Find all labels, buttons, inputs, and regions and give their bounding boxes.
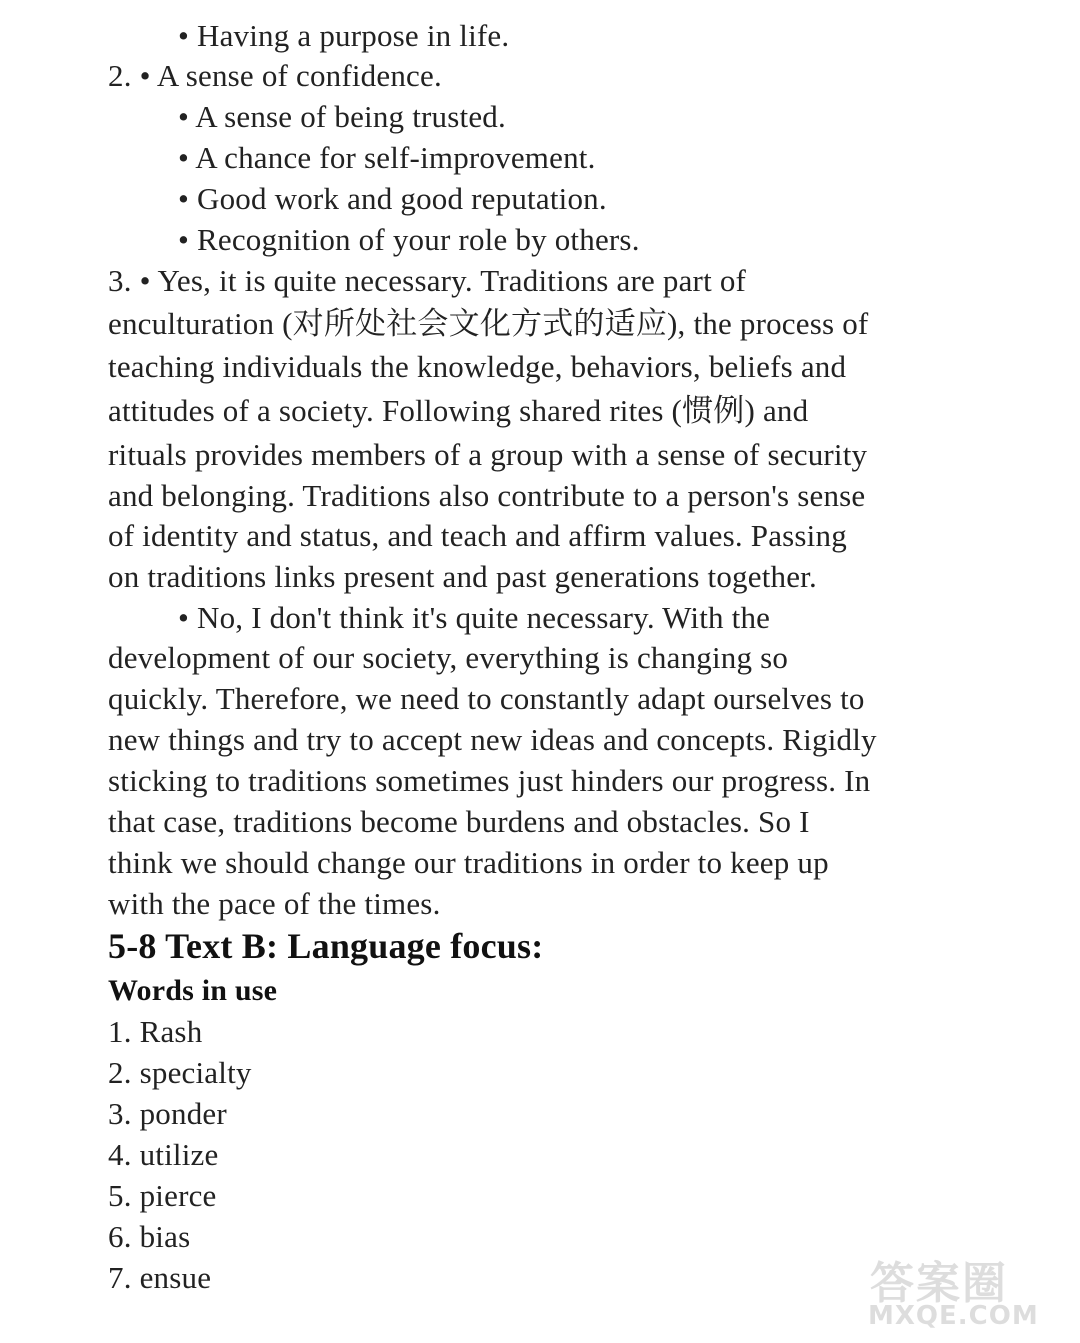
watermark-cn-text: 答案圈	[870, 1258, 1008, 1309]
paragraph-line: attitudes of a society. Following shared rites (惯例) and	[108, 393, 809, 428]
paragraph-line: think we should change our traditions in order to keep up	[108, 845, 829, 880]
watermark-en-text: MXQE.COM	[868, 1301, 1039, 1331]
word-list-item: 4. utilize	[108, 1137, 219, 1172]
word-list-item: 3. ponder	[108, 1096, 227, 1131]
subsection-heading: Words in use	[108, 974, 278, 1007]
paragraph-line: that case, traditions become burdens and obstacles. So I	[108, 804, 810, 839]
bullet-line: • A sense of being trusted.	[178, 99, 506, 134]
numbered-bullet-line: 2. • A sense of confidence.	[108, 58, 442, 93]
bullet-line: • Recognition of your role by others.	[178, 222, 640, 257]
paragraph-line: on traditions links present and past generations together.	[108, 559, 817, 594]
paragraph-line: with the pace of the times.	[108, 886, 441, 921]
word-list-item: 7. ensue	[108, 1260, 212, 1295]
paragraph-line: 3. • Yes, it is quite necessary. Traditions are part of	[108, 263, 747, 298]
paragraph-line: sticking to traditions sometimes just hinders our progress. In	[108, 763, 871, 798]
paragraph-line: quickly. Therefore, we need to constantly adapt ourselves to	[108, 681, 865, 716]
section-heading: 5-8 Text B: Language focus:	[108, 926, 544, 966]
paragraph-line: teaching individuals the knowledge, behaviors, beliefs and	[108, 349, 847, 384]
bullet-paragraph-line: • No, I don't think it's quite necessary. With the	[178, 600, 771, 635]
bullet-line: • Having a purpose in life.	[178, 18, 510, 53]
word-list-item: 6. bias	[108, 1219, 191, 1254]
bullet-line: • Good work and good reputation.	[178, 181, 607, 216]
word-list-item: 2. specialty	[108, 1055, 252, 1090]
bullet-line: • A chance for self-improvement.	[178, 140, 596, 175]
paragraph-line: of identity and status, and teach and affirm values. Passing	[108, 518, 847, 553]
paragraph-line: and belonging. Traditions also contribute to a person's sense	[108, 478, 866, 513]
site-watermark	[866, 1247, 1056, 1337]
paragraph-line: rituals provides members of a group with a sense of security	[108, 437, 868, 472]
paragraph-line: new things and try to accept new ideas and concepts. Rigidly	[108, 722, 877, 757]
paragraph-line: development of our society, everything is changing so	[108, 640, 789, 675]
word-list-item: 1. Rash	[108, 1014, 203, 1049]
word-list-item: 5. pierce	[108, 1178, 217, 1213]
paragraph-line: enculturation (对所处社会文化方式的适应), the process of	[108, 306, 869, 341]
